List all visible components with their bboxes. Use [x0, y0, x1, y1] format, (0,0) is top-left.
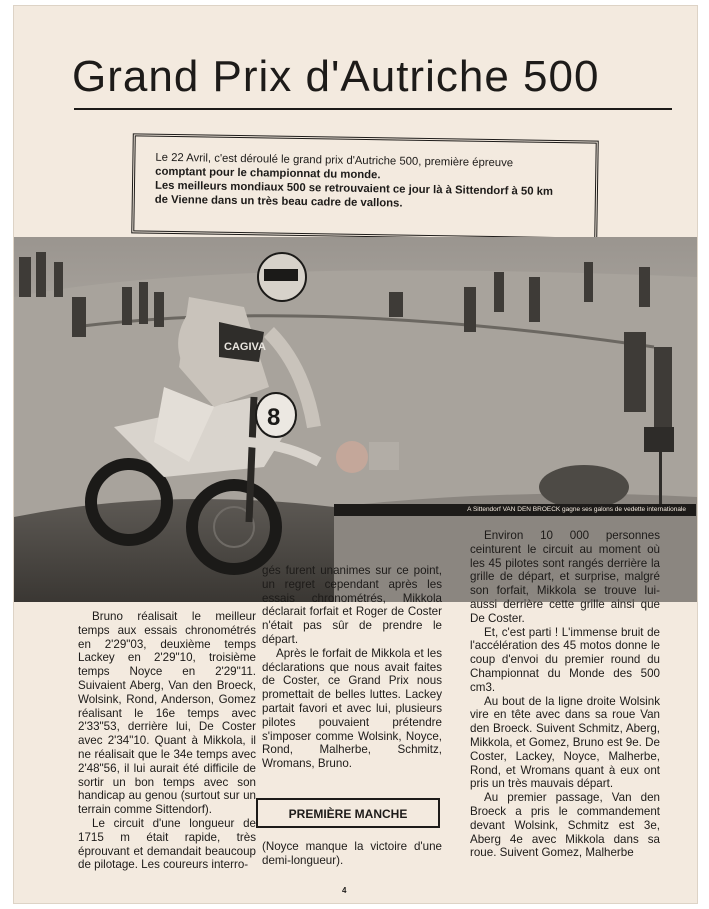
intro-line-1: Le 22 Avril, c'est déroulé le grand prix d'Autriche 500, première épreuve	[155, 151, 514, 170]
paragraph: (Noyce manque la victoire d'une demi-longueur).	[262, 840, 442, 867]
section-heading: PREMIÈRE MANCHE	[256, 798, 440, 828]
text-column-2	[262, 564, 442, 771]
paragraph: Et, c'est parti ! L'immense bruit de l'accélération des 45 motos donne le coup d'envoi du premier round du Championnat du Monde des 500 cm3.	[470, 625, 660, 694]
intro-text	[155, 151, 581, 214]
paragraph: Environ 10 000 personnes ceinturent le circuit au moment où les 45 pilotes sont rangés derrière la grille de départ, et surprise, malgré son forfait, Mikkola se trouve lui-aussi derrière cette grille ainsi que De Coster.	[470, 529, 660, 625]
intro-box	[131, 133, 599, 240]
title-underline	[74, 108, 672, 110]
intro-line-3: Les meilleurs mondiaux 500 se retrouvaient ce jour là à Sittendorf à 50 km	[154, 179, 554, 198]
shirt-text: CAGIVA	[224, 341, 266, 353]
magazine-page	[14, 6, 697, 903]
intro-line-2: comptant pour le championnat du monde.	[155, 165, 381, 182]
paragraph: Bruno réalisait le meilleur temps aux essais chronométrés en 2'29"03, deuxième temps Lackey en 2'29"10, troisième temps Noyce en 2'29"11. Suivaient Aberg, Van den Broeck, Wolsink, Rond, Anderson, Gomez réalisant le 16e temps avec 2'33"53, derrière lui, De Coster avec 2'34"10. Quant à Mikkola, il ne réalisait que le 34e temps avec 2'48"56, il lui aurait été difficile de sortir un bon temps avec son handicap au genou (surtout sur un terrain comme Sittendorf).	[78, 610, 256, 817]
paragraph: Au premier passage, Van den Broeck a pris le commandement devant Wolsink, Schmitz est 3e, Aberg 4e avec Mikkola dans sa roue. Suivent Gomez, Malherbe	[470, 791, 660, 860]
page-number: 4	[342, 886, 347, 895]
text-column-3	[470, 529, 660, 860]
article-title: Grand Prix d'Autriche 500	[72, 52, 600, 101]
intro-line-4: de Vienne dans un très beau cadre de vallons.	[154, 193, 403, 210]
paragraph: Après le forfait de Mikkola et les déclarations que nous avait faites de Coster, ce Grand Prix nous promettait de belles luttes. Lackey partait favori et avec lui, plusieurs pilotes pouvaient prétendre s'imposer comme Wolsink, Noyce, Rond, Malherbe, Schmitz, Wromans, Bruno.	[262, 646, 442, 771]
paragraph: Au bout de la ligne droite Wolsink vire en tête avec dans sa roue Van den Broeck. Suivent Schmitz, Aberg, Mikkola, et Gomez, Bruno est 9e. De Coster, Lackey, Noyce, Malherbe, Rond, et Wromans quant à eux ont pris un très mauvais départ.	[470, 694, 660, 791]
paragraph: Le circuit d'une longueur de 1715 m était rapide, très éprouvant et demandait beaucoup de pilotage. Les coureurs interro-	[78, 816, 256, 872]
photo-caption: A Sittendorf VAN DEN BROECK gagne ses galons de vedette internationale	[334, 504, 696, 516]
text-column-1	[78, 610, 256, 872]
paragraph: gés furent unanimes sur ce point, un regret cependant après les essais chronométrés, Mikkola déclarait forfait et Roger de Coster n'était pas sûr de prendre le départ.	[262, 564, 442, 646]
bike-number: 8	[267, 404, 281, 431]
